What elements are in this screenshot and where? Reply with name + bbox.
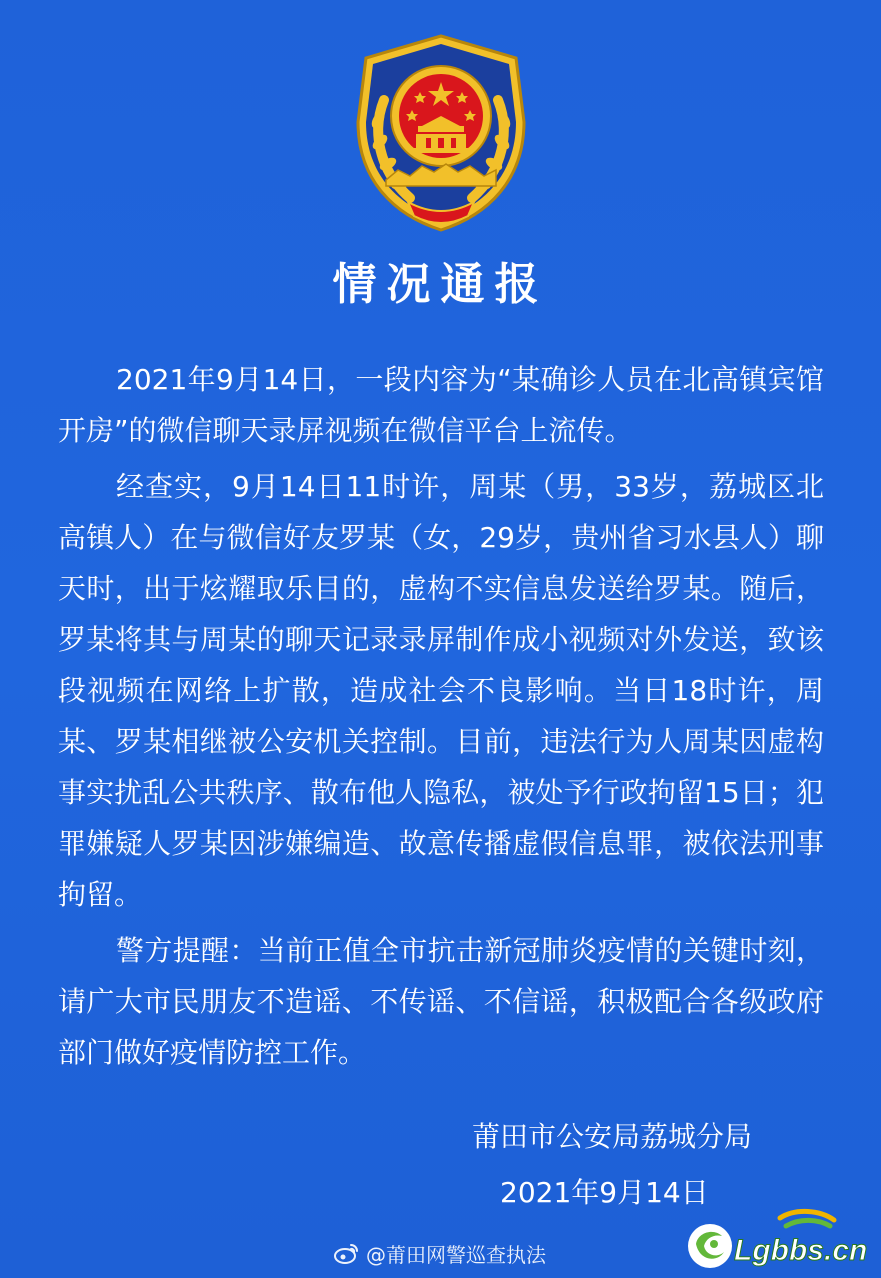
svg-text:Lgbbs.cn: Lgbbs.cn xyxy=(734,1234,868,1267)
paragraph-police-reminder: 警方提醒：当前正值全市抗击新冠肺炎疫情的关键时刻，请广大市民朋友不造谣、不传谣、不信谣，积极配合各级政府部门做好疫情防控工作。 xyxy=(58,934,824,1069)
page-title: 情况通报 xyxy=(332,259,549,310)
issuer-name: 莆田市公安局荔城分局 xyxy=(472,1120,753,1153)
paragraph-incident: 2021年9月14日，一段内容为“某确诊人员在北高镇宾馆开房”的微信聊天录屏视频在微信平台上流传。 xyxy=(58,363,824,447)
weibo-credit[interactable] xyxy=(334,1236,546,1270)
police-emblem-icon xyxy=(338,30,544,236)
issue-date: 2021年9月14日 xyxy=(500,1176,709,1209)
weibo-account: @莆田网警巡查执法 xyxy=(366,1242,546,1267)
weibo-logo-icon xyxy=(334,1242,360,1264)
lgbbs-logo-icon xyxy=(684,1204,874,1274)
notice-body xyxy=(58,354,824,1078)
paragraph-investigation: 经查实，9月14日11时许，周某（男，33岁，荔城区北高镇人）在与微信好友罗某（女，29岁，贵州省习水县人）聊天时，出于炫耀取乐目的，虚构不实信息发送给罗某。随后，罗某将其与周某的聊天记录录屏制作成小视频对外发送，致该段视频在网络上扩散，造成社会不良影响。当日18时许，周某、罗某相继被公安机关控制。目前，违法行为人周某因虚构事实扰乱公共秩序、散布他人隐私，被处予行政拘留15日；犯罪嫌疑人罗某因涉嫌编造、故意传播虚假信息罪，被依法刑事拘留。 xyxy=(58,470,824,911)
